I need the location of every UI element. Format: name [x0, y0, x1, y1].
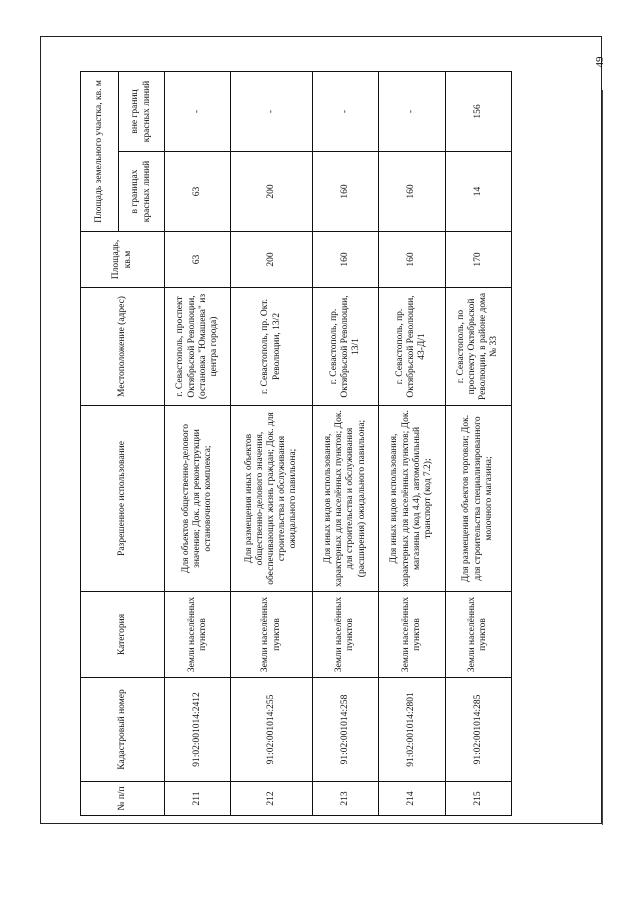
header-plot-area-group: Площадь земельного участка, кв. м	[81, 71, 119, 231]
header-permitted-use: Разрешенное использование	[81, 406, 165, 592]
cell-cadastral: 91:02:001014:258	[312, 678, 378, 782]
cell-category: Земли населённых пунктов	[165, 592, 231, 678]
header-location: Местоположение (адрес)	[81, 288, 165, 406]
cell-num: 215	[445, 782, 511, 816]
page-number: 49	[594, 56, 606, 68]
land-plots-table	[80, 71, 512, 816]
cell-area: 63	[165, 232, 231, 288]
right-margin-rule	[602, 90, 603, 825]
cell-cadastral: 91:02:001014:255	[231, 678, 312, 782]
cell-location: г. Севастополь, пр. Октябрьской Революции, 43-Д/1	[379, 288, 445, 406]
table-row	[445, 71, 511, 815]
cell-location: г. Севастополь, по проспекту Октябрьской Революции, в районе дома № 33	[445, 288, 511, 406]
table-row	[312, 71, 378, 815]
header-category: Категория	[81, 592, 165, 678]
cell-outside: -	[165, 71, 231, 151]
cell-outside: 156	[445, 71, 511, 151]
cell-permitted-use: Для размещения иных объектов общественно-делового значения, обеспечивающих жизнь граждан; Док. для строительства и обслуживания ожидального павильона;	[231, 406, 312, 592]
cell-location: г. Севастополь, пр. Октябрьской Революции, 13/1	[312, 288, 378, 406]
cell-cadastral: 91:02:001014:2801	[379, 678, 445, 782]
cell-within: 63	[165, 152, 231, 232]
table-row	[379, 71, 445, 815]
cell-within: 14	[445, 152, 511, 232]
cell-num: 214	[379, 782, 445, 816]
cell-area: 170	[445, 232, 511, 288]
table-container	[80, 72, 512, 816]
cell-within: 200	[231, 152, 312, 232]
cell-category: Земли населённых пунктов	[445, 592, 511, 678]
cell-category: Земли населённых пунктов	[379, 592, 445, 678]
cell-category: Земли населённых пунктов	[312, 592, 378, 678]
table-row	[165, 71, 231, 815]
rotated-table-layer	[80, 72, 512, 816]
cell-outside: -	[379, 71, 445, 151]
table-row	[231, 71, 312, 815]
cell-location: г. Севастополь, пр. Окт. Революции, 13/2	[231, 288, 312, 406]
cell-category: Земли населённых пунктов	[231, 592, 312, 678]
header-cadastral: Кадастровый номер	[81, 678, 165, 782]
cell-cadastral: 91:02:001014:2412	[165, 678, 231, 782]
cell-outside: -	[312, 71, 378, 151]
header-within-red-lines: в границах красных линий	[119, 152, 165, 232]
cell-area: 160	[312, 232, 378, 288]
header-outside-red-lines: вне границ красных линий	[119, 71, 165, 151]
cell-num: 212	[231, 782, 312, 816]
cell-area: 160	[379, 232, 445, 288]
cell-area: 200	[231, 232, 312, 288]
cell-location: г. Севастополь, проспект Октябрьской Революции, (остановка "Юмашева" из центра города)	[165, 288, 231, 406]
cell-cadastral: 91:02:001014:285	[445, 678, 511, 782]
cell-within: 160	[379, 152, 445, 232]
cell-permitted-use: Для объектов общественно-делового значения; Док. для реконструкции остановочного комплекса;	[165, 406, 231, 592]
header-area: Площадь, кв.м	[81, 232, 165, 288]
cell-permitted-use: Для иных видов использования, характерных для населённых пунктов; Док. для строительства и обслуживания (расширения) ожидального павильона;	[312, 406, 378, 592]
cell-outside: -	[231, 71, 312, 151]
cell-permitted-use: Для размещения объектов торговли; Док. для строительства специализированного молочного магазина;	[445, 406, 511, 592]
cell-permitted-use: Для иных видов использования, характерных для населённых пунктов; Док. магазины (код 4.4), автомобильный транспорт (код 7.2);	[379, 406, 445, 592]
cell-num: 211	[165, 782, 231, 816]
cell-within: 160	[312, 152, 378, 232]
cell-num: 213	[312, 782, 378, 816]
header-num: № п/п	[81, 782, 165, 816]
